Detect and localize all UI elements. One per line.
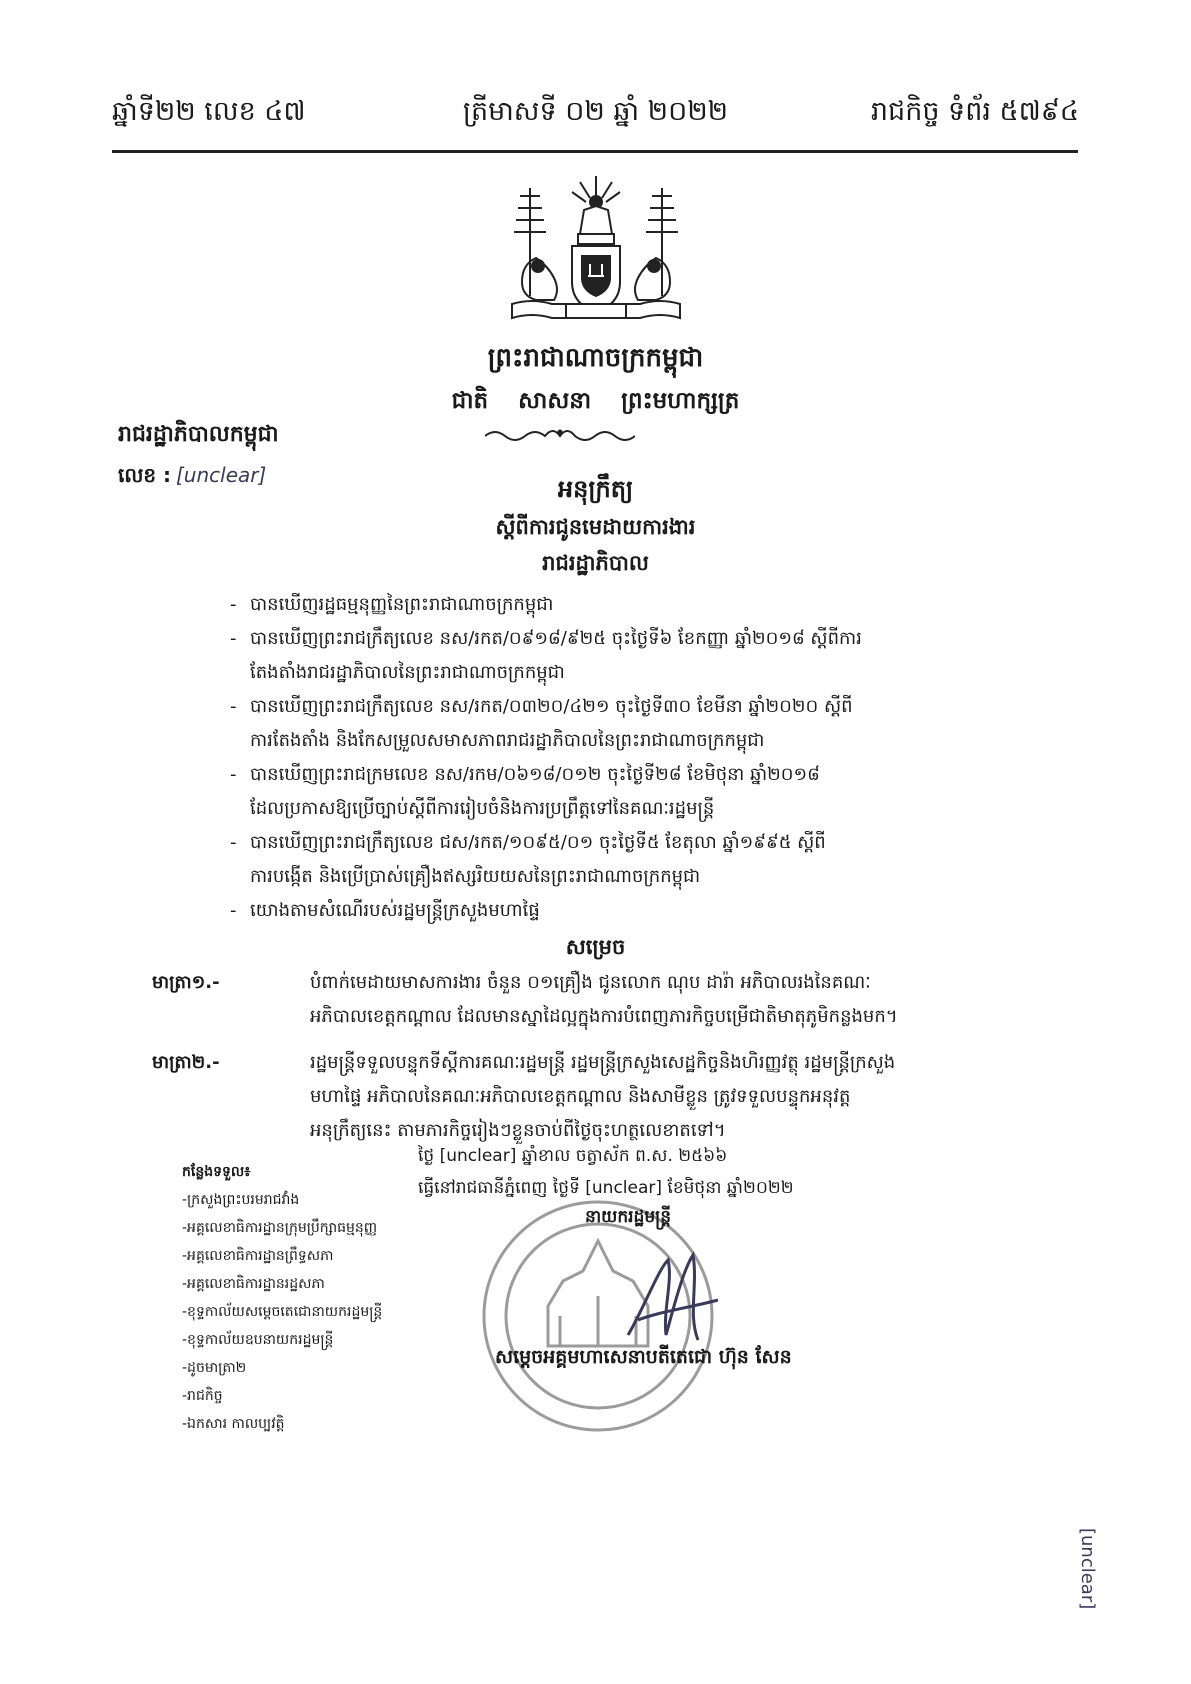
issuer-name: រាជរដ្ឋាភិបាលកម្ពុជា	[118, 422, 279, 447]
article-2	[152, 1046, 1082, 1150]
distribution-item: -ខុទ្ទកាល័យសម្តេចតេជោនាយករដ្ឋមន្ត្រី	[182, 1304, 383, 1320]
gazette-page: រាជកិច្ច ទំព័រ ៥៧៩៤	[870, 96, 1079, 127]
decree-number-label: លេខ :	[118, 463, 172, 487]
decides-heading: សម្រេច	[565, 935, 626, 959]
distribution-item: -រាជកិច្ច	[182, 1388, 223, 1404]
distribution-item: -អគ្គលេខាធិការដ្ឋានព្រឹទ្ធសភា	[182, 1248, 334, 1264]
lunar-date: ថ្ងៃ [unclear] ឆ្នាំខាល ចត្វាស័ក ព.ស. ២៥៦៦	[418, 1146, 728, 1166]
article-2-line: អនុក្រឹត្យនេះ តាមភារកិច្ចរៀងៗខ្លួនចាប់ពីថ្ងៃចុះហត្ថលេខាតទៅ។	[310, 1120, 726, 1141]
document-type: អនុក្រឹត្យ	[557, 475, 634, 503]
header-rule	[112, 150, 1078, 153]
gazette-quarter: ត្រីមាសទី ០២ ឆ្នាំ ២០២២	[462, 96, 729, 127]
kingdom-title: ព្រះរាជាណាចក្រកម្ពុជា	[487, 343, 704, 373]
handwritten-signature	[618, 1240, 728, 1354]
signature-icon	[618, 1240, 728, 1350]
distribution-item: -ខុទ្ទកាល័យឧបនាយករដ្ឋមន្ត្រី	[182, 1332, 334, 1348]
margin-page-mark: [unclear]	[1077, 1528, 1098, 1610]
national-motto: ជាតិ សាសនា ព្រះមហាក្សត្រ	[451, 388, 740, 414]
article-1-line: អភិបាលខេត្តកណ្តាល ដែលមានស្នាដៃល្អក្នុងការបំពេញភារកិច្ចបម្រើជាតិមាតុភូមិកន្លងមក។	[310, 1006, 898, 1027]
gazette-year-issue: ឆ្នាំទី២២ លេខ ៤៧	[112, 96, 306, 127]
signer-title: នាយករដ្ឋមន្ត្រី	[585, 1207, 671, 1227]
article-1-line: បំពាក់មេដាយមាសការងារ ចំនួន ០១គ្រឿង ជូនលោក ណុប ដារ៉ា អភិបាលរងនៃគណៈ	[310, 972, 871, 993]
signer-name: សម្តេចអគ្គមហាសេនាបតីតេជោ ហ៊ុន សែន	[495, 1346, 792, 1368]
document-subject: ស្តីពីការជូនមេដាយការងារ	[495, 515, 696, 539]
distribution-item: -ក្រសួងព្រះបរមរាជវាំង	[182, 1192, 300, 1208]
article-1	[152, 966, 1082, 1036]
motto-ornament	[485, 428, 635, 448]
distribution-heading: កន្លែងទទួល៖	[182, 1164, 251, 1180]
ornament-icon	[485, 428, 635, 444]
issuing-authority: រាជរដ្ឋាភិបាល	[542, 551, 649, 575]
distribution-item: -អគ្គលេខាធិការដ្ឋានក្រុមប្រឹក្សាធម្មនុញ្ញ	[182, 1220, 378, 1236]
distribution-item: -ឯកសារ កាលប្បវត្តិ	[182, 1416, 285, 1432]
article-2-line: មហាផ្ទៃ អភិបាលនៃគណៈអភិបាលខេត្តកណ្តាល និងសាមីខ្លួន ត្រូវទទួលបន្ទុកអនុវត្ត	[310, 1086, 851, 1107]
royal-emblem-icon	[506, 176, 686, 334]
distribution-list	[182, 1158, 502, 1438]
royal-emblem	[506, 176, 686, 338]
article-1-label: មាត្រា១.-	[152, 972, 220, 993]
decree-page: ឆ្នាំទី២២ លេខ ៤៧ ត្រីមាសទី ០២ ឆ្នាំ ២០២២ រាជកិច្ច ទំព័រ ៥៧៩៤ ព្រះរាជាណាចក្រកម្ពុជា ជាតិ សាសនា ព្រះមហាក្សត្រ រាជរដ្ឋាភិបាលកម្ពុជា លេខ : [unclear] អនុក្រឹត្យ ស្តីពីការជូនមេដាយការងារ រាជរដ្ឋាភិបាល - បានឃើញរដ្ឋធម្មនុញ្ញនៃព្រះរាជាណាចក្រកម្ពុជា - បានឃើញព្រះរាជក្រឹត្យលេខ នស/រកត/០៩១៨/៩២៥ ចុះថ្ងៃទី៦ ខែកញ្ញា ឆ្នាំ២០១៨ ស្តីពីការ តែងតាំងរាជរដ្ឋាភិបាលនៃព្រះរាជាណាចក្រកម្ពុជា - បានឃើញព្រះរាជក្រឹត្យលេខ នស/រកត/០៣២០/៤២១ ចុះថ្ងៃទី៣០ ខែមីនា ឆ្នាំ២០២០ ស្តីពី ការតែងតាំង និងកែសម្រួលសមាសភាពរាជរដ្ឋាភិបាលនៃព្រះរាជាណាចក្រកម្ពុជា - បានឃើញព្រះរាជក្រមលេខ នស/រកម/០៦១៨/០១២ ចុះថ្ងៃទី២៨ ខែមិថុនា ឆ្នាំ២០១៨ ដែលប្រកាសឱ្យប្រើច្បាប់ស្តីពីការរៀបចំនិងការប្រព្រឹត្តទៅនៃគណៈរដ្ឋមន្ត្រី - បានឃើញព្រះរាជក្រឹត្យលេខ ជស/រកត/១០៩៥/០១ ចុះថ្ងៃទី៥ ខែតុលា ឆ្នាំ១៩៩៥ ស្តីពី ការបង្កើត និងប្រើប្រាស់គ្រឿងឥស្សរិយយសនៃព្រះរាជាណាចក្រកម្ពុជា - យោងតាមសំណើរបស់រដ្ឋមន្ត្រីក្រសួងមហាផ្ទៃ សម្រេច មាត្រា១.- បំពាក់មេដាយមាសការងារ ចំនួន ០១គ្រឿង ជូនលោក ណុប ដារ៉ា អភិបាលរងនៃគណៈ អភិបាលខេត្តកណ្តាល ដែលមានស្នាដៃល្អក្នុងការបំពេញភារកិច្ចបម្រើជាតិមាតុភូមិកន្លងមក។ មាត្រា២.- រដ្ឋមន្ត្រីទទួលបន្ទុកទីស្តីការគណៈរដ្ឋមន្ត្រី រដ្ឋមន្ត្រីក្រសួងសេដ្ឋកិច្ចនិងហិរញ្ញវត្ថុ រដ្ឋមន្ត្រីក្រសួង មហាផ្ទៃ អភិបាលនៃគណៈអភិបាលខេត្តកណ្តាល និងសាមីខ្លួន ត្រូវទទួលបន្ទុកអនុវត្ត អនុក្រឹត្យនេះ តាមភារកិច្ចរៀងៗខ្លួនចាប់ពីថ្ងៃចុះហត្ថលេខាតទៅ។ ថ្ងៃ [unclear] ឆ្នាំខាល ចត្វាស័ក ព.ស. ២៥៦៦ ធ្វើនៅរាជធានីភ្នំពេញ ថ្ងៃទី [unclear] ខែមិថុនា ឆ្នាំ២០២២ នាយករដ្ឋមន្ត្រី សម្តេចអគ្គមហាសេនាបតីតេជោ ហ៊ុន សែន កន្លែងទទួល៖ -ក្រសួងព្រះបរមរាជវាំង -អគ្គលេខាធិការដ្ឋានក្រុមប្រឹក្សាធម្មនុញ្ញ -អគ្គលេខាធិការដ្ឋានព្រឹទ្ធសភា -អគ្គលេខាធិការដ្ឋានរដ្ឋសភា -ខុទ្ទកាល័យសម្តេចតេជោនាយករដ្ឋមន្ត្រី -ខុទ្ទកាល័យឧបនាយករដ្ឋមន្ត្រី -ដូចមាត្រា២ -រាជកិច្ច -ឯកសារ កាលប្បវត្តិ [unclear]	[0, 0, 1191, 1684]
decree-number-value: [unclear]	[176, 463, 267, 487]
place-and-date: ធ្វើនៅរាជធានីភ្នំពេញ ថ្ងៃទី [unclear] ខែមិថុនា ឆ្នាំ២០២២	[418, 1178, 794, 1198]
article-2-label: មាត្រា២.-	[152, 1052, 220, 1073]
distribution-item: -អគ្គលេខាធិការដ្ឋានរដ្ឋសភា	[182, 1276, 325, 1292]
distribution-item: -ដូចមាត្រា២	[182, 1360, 247, 1376]
article-2-line: រដ្ឋមន្ត្រីទទួលបន្ទុកទីស្តីការគណៈរដ្ឋមន្ត្រី រដ្ឋមន្ត្រីក្រសួងសេដ្ឋកិច្ចនិងហិរញ្ញវត្ថុ រដ្ឋមន្ត្រីក្រសួង	[310, 1052, 896, 1073]
